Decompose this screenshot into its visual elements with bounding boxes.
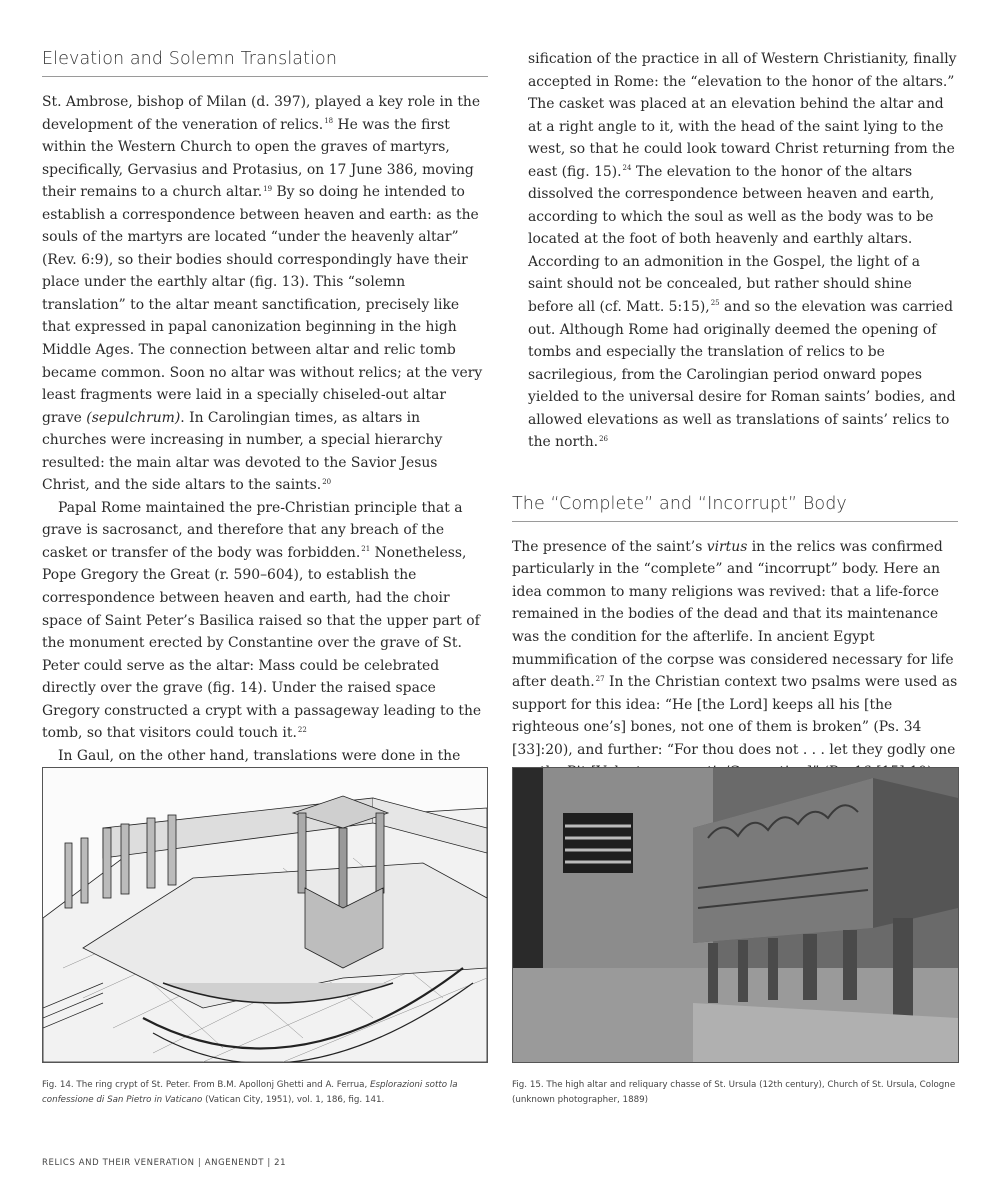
- italic-term: virtus: [706, 538, 748, 555]
- text-run: . In Carolingian times, as altars in churches were increasing in number, a special hierarchy resulted: the main altar was devoted to the Savior Jesus Christ, and the side altars to the saints.: [42, 409, 443, 494]
- text-run: The elevation to the honor of the altars dissolved the correspondence between heaven and earth, according to which the soul as well as the body was to be located at the foot of both heavenly and earthly altars. According to an admonition in the Gospel, the light of a saint should not be concealed, but rather should shine before all (cf. Matt. 5:15),: [528, 163, 935, 316]
- figure-ring-crypt-drawing: [42, 767, 488, 1063]
- paragraph-papal-rome: [42, 497, 488, 745]
- text-run: Nonetheless, Pope Gregory the Great (r. 590–604), to establish the correspondence between heaven and earth, had the choir space of Saint Peter’s Basilica raised so that the upper part of the monument erected by Constantine over the grave of St. Peter could serve as the altar: Mass could be celebrated directly over the grave (fig. 14). Under the raised space Gregory constructed a crypt with a passageway leading to the tomb, so that visitors could touch it.: [42, 544, 482, 742]
- figure-altar-photograph: [512, 767, 959, 1063]
- altar-chasse-photo: [513, 768, 958, 1062]
- ring-crypt-illustration: [43, 768, 487, 1062]
- footnote-ref: 21: [361, 545, 371, 554]
- text-run: He was the first within the Western Church to open the graves of martyrs, specifically, Gervasius and Protasius, on 17 June 386, moving their remains to a church altar.: [42, 116, 474, 201]
- text-run: By so doing he intended to establish a correspondence between heaven and earth: as the souls of the martyrs are located “under the heavenly altar” (Rev. 6:9), so their bodies should correspondingly have their place under the earthly altar (fig. 13). This “solemn translation” to the altar meant sanctification, precisely like that expressed in papal canonization beginning in the high Middle Ages. The connection between altar and relic tomb became common. Soon no altar was without relics; at the very least fragments were laid in a specially chiseled-out altar grave: [42, 184, 483, 426]
- footnote-ref: 22: [297, 725, 307, 734]
- caption-italic-title: Esplorazioni sotto la confessione di San Pietro in Vaticano: [42, 1080, 458, 1105]
- paragraph-ambrose: [42, 91, 488, 497]
- text-run: St. Ambrose, bishop of Milan (d. 397), played a key role in the development of the veneration of relics.: [42, 94, 481, 133]
- running-head: RELICS AND THEIR VENERATION: [42, 1158, 195, 1168]
- footnote-ref: 27: [595, 674, 605, 683]
- footnote-ref: 24: [622, 164, 632, 173]
- text-run: Papal Rome maintained the pre-Christian principle that a grave is sacrosanct, and therefore that any breach of the casket or transfer of the body was forbidden.: [42, 499, 463, 561]
- text-run: and so the elevation was carried out. Although Rome had originally deemed the opening of tombs and especially the translation of relics to be sacrilegious, from the Carolingian period onward popes yielded to the universal desire for Roman saints’ bodies, and allowed elevations as well as translations of saints’ relics to the north.: [528, 299, 956, 451]
- text-run: In Gaul, on the other hand, translations were done in the: [58, 747, 461, 764]
- text-run: in the relics was confirmed particularly in the “complete” and “incorrupt” body. Here an idea common to many religions was revived: that a life-force remained in the bodies of the dead and that its maintenance was the condition for the afterlife. In ancient Egypt mummification of the corpse was considered necessary for life after death.: [512, 538, 954, 691]
- text-run: In the Christian context two psalms were used as support for this idea: “He [the Lord] keeps all his [the righteous one’s] bones, not one of them is broken” (Ps. 34 [33]:20), and further: “For thou does not . . . let they godly one: [512, 674, 958, 758]
- section-heading-elevation: Elevation and Solemn Translation: [42, 49, 488, 77]
- footnote-ref: 18: [324, 116, 334, 125]
- caption-text: Fig. 14. The ring crypt of St. Peter. From B.M. Apollonj Ghetti and A. Ferrua,: [42, 1080, 370, 1090]
- footnote-ref: 26: [599, 434, 608, 443]
- page-number: 21: [274, 1158, 287, 1168]
- caption-text: (Vatican City, 1951), vol. 1, 186, fig. 141.: [202, 1095, 385, 1105]
- section-heading-incorrupt-body: The “Complete” and “Incorrupt” Body: [512, 494, 958, 522]
- text-run: The presence of the saint’s: [512, 538, 707, 555]
- italic-term: (sepulchrum): [86, 409, 181, 426]
- paragraph-continuation: [528, 48, 958, 454]
- author-name: ANGENENDT: [204, 1158, 265, 1168]
- footnote-ref: 25: [710, 299, 720, 308]
- footnote-ref: 19: [263, 184, 273, 193]
- right-column: [512, 51, 958, 874]
- left-column: [42, 44, 488, 858]
- running-footer: RELICS AND THEIR VENERATION | ANGENENDT | 21: [42, 1158, 287, 1168]
- figure-14-caption: [42, 1078, 492, 1108]
- footnote-ref: 20: [322, 477, 332, 486]
- figure-15-caption: Fig. 15. The high altar and reliquary chasse of St. Ursula (12th century), Church of St. Ursula, Cologne (unknown photographer, 1889): [512, 1080, 956, 1105]
- text-run: sification of the practice in all of Western Christianity, finally accepted in Rome: the “elevation to the honor of the altars.” The casket was placed at an elevation behind the altar and at a right angle to it, with the head of the saint lying to the west, so that he could look toward Christ returning from the east (fig. 15).: [528, 51, 957, 180]
